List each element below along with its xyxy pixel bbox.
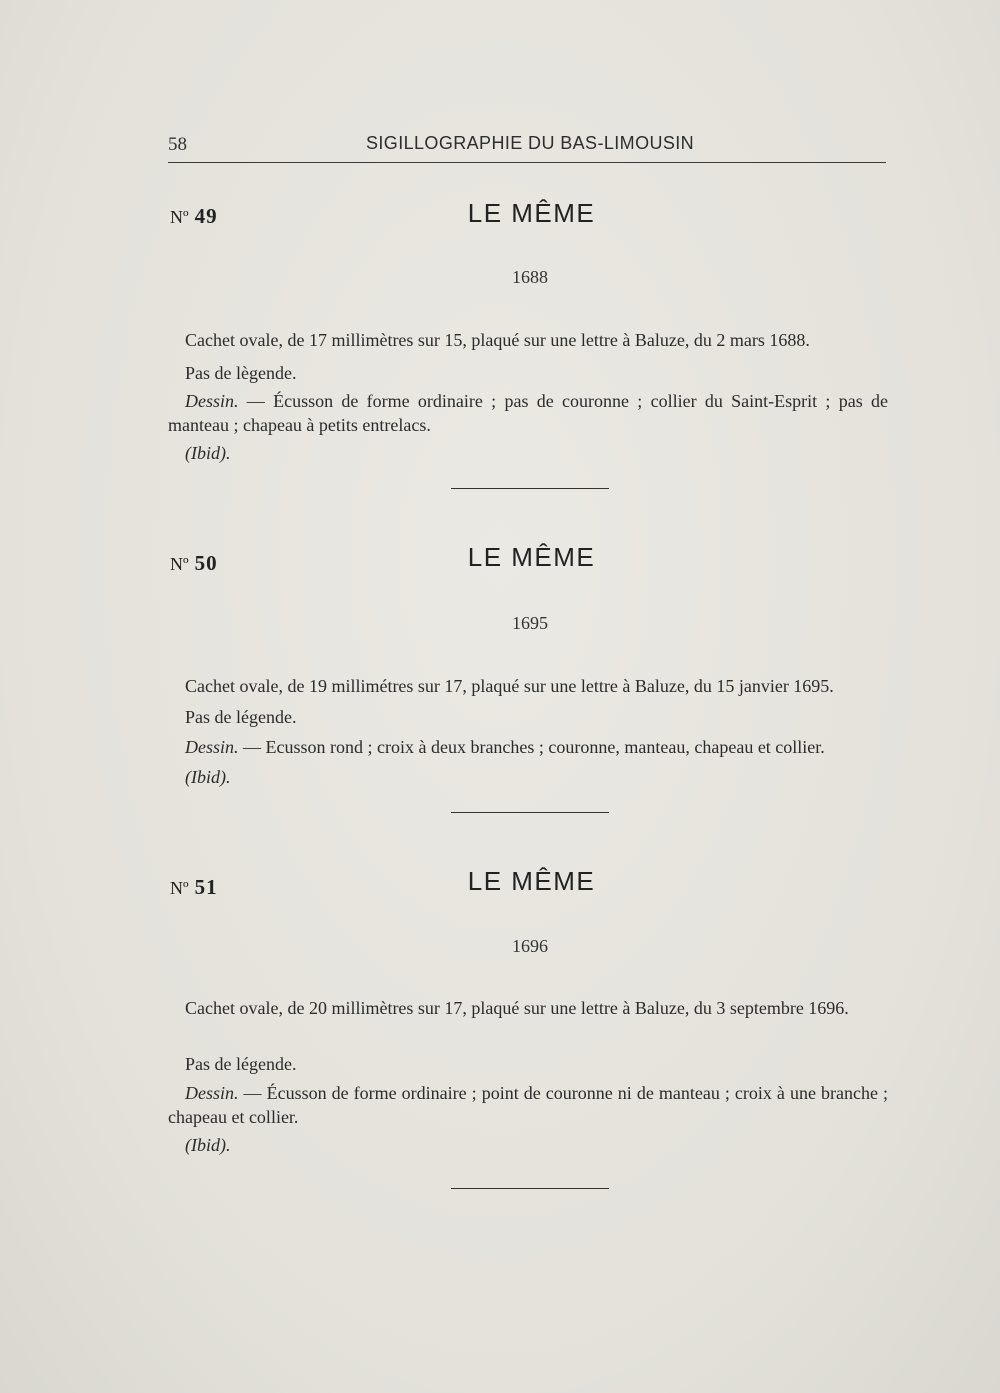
entry-dessin: Dessin. — Écusson de forme ordinaire ; pas de couronne ; collier du Saint-Esprit ; pas de manteau ; chapeau à petits entrelacs.: [168, 391, 889, 435]
entry-number-value: 50: [194, 551, 218, 575]
entry-number-prefix: Nº: [170, 554, 189, 574]
section-separator: [451, 1188, 609, 1189]
entry-title: LE MÊME: [467, 198, 596, 228]
dessin-label: Dessin.: [185, 737, 239, 757]
entry-source: (Ibid).: [185, 767, 231, 787]
entry-legend: Pas de lègende.: [185, 363, 297, 383]
entry-description: Cachet ovale, de 17 millimètres sur 15, plaqué sur une lettre à Baluze, du 2 mars 1688.: [185, 330, 810, 350]
dessin-label: Dessin.: [185, 1083, 239, 1103]
dessin-label: Dessin.: [185, 391, 239, 411]
entry-number-value: 51: [194, 875, 218, 899]
running-title: SIGILLOGRAPHIE DU BAS-LIMOUSIN: [366, 133, 695, 153]
header-rule: [168, 162, 886, 163]
entry-number-prefix: Nº: [170, 878, 189, 898]
entry-description: Cachet ovale, de 20 millimètres sur 17, plaqué sur une lettre à Baluze, du 3 septembre 1696.: [185, 998, 849, 1018]
entry-title: LE MÊME: [467, 542, 596, 572]
entry-dessin: Dessin. — Ecusson rond ; croix à deux branches ; couronne, manteau, chapeau et collier.: [185, 737, 825, 757]
page-number: 58: [168, 134, 187, 155]
section-separator: [451, 488, 609, 489]
section-separator: [451, 812, 609, 813]
entry-legend: Pas de légende.: [185, 1054, 297, 1074]
entry-year: 1696: [512, 936, 548, 956]
entry-number-prefix: Nº: [170, 207, 189, 227]
entry-dessin: Dessin. — Écusson de forme ordinaire ; point de couronne ni de manteau ; croix à une branche ; chapeau et collier.: [168, 1083, 888, 1127]
entry-number-value: 49: [194, 204, 218, 228]
running-header: [168, 131, 886, 155]
entry-description: Cachet ovale, de 19 millimétres sur 17, plaqué sur une lettre à Baluze, du 15 janvier 1695.: [185, 676, 834, 696]
entry-legend: Pas de légende.: [185, 707, 297, 727]
entry-title: LE MÊME: [467, 866, 596, 896]
entry-source: (Ibid).: [185, 1135, 231, 1155]
entry-source: (Ibid).: [185, 443, 231, 463]
entry-year: 1695: [512, 613, 548, 633]
entry-year: 1688: [512, 267, 548, 287]
